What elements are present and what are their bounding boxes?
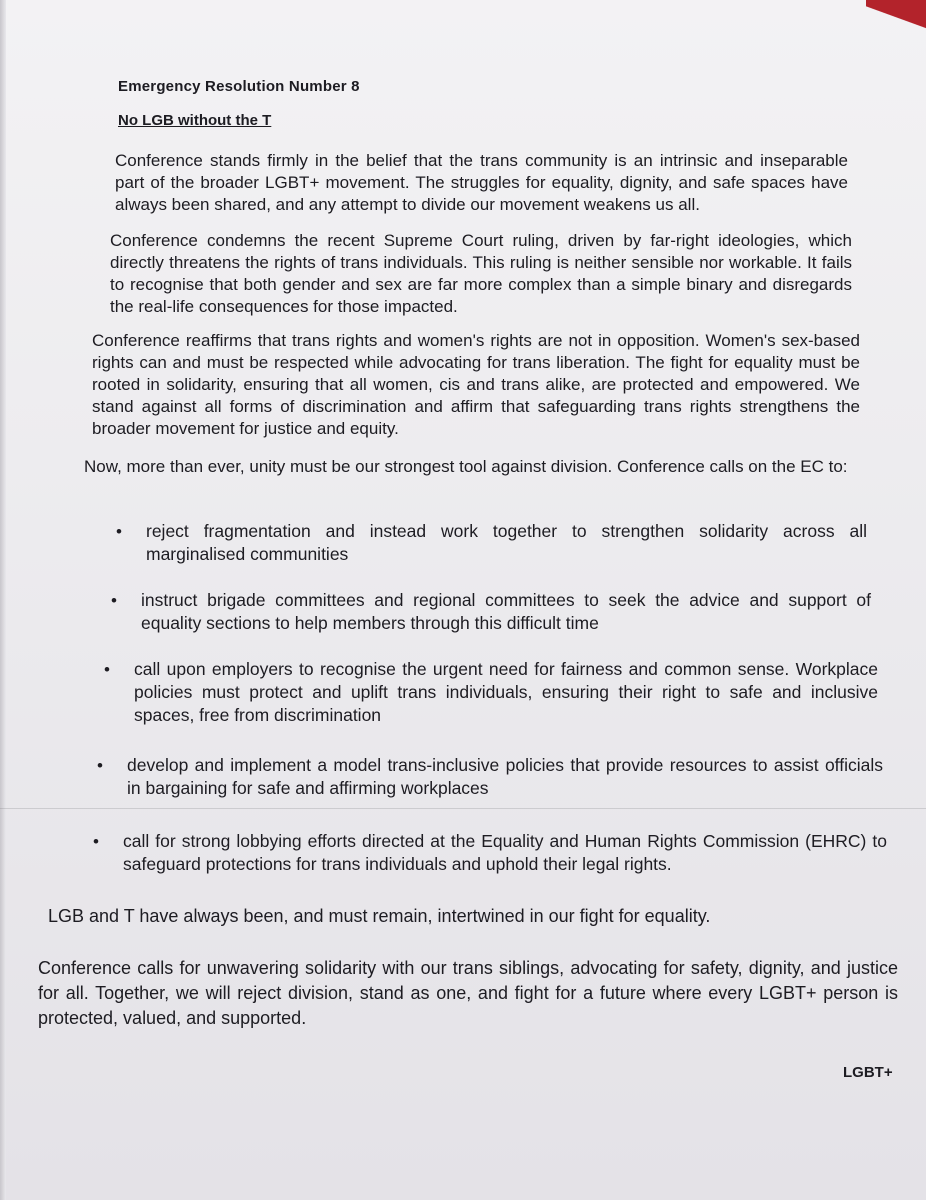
resolution-title: No LGB without the T bbox=[118, 112, 272, 129]
bullet-icon: • bbox=[93, 832, 99, 851]
resolution-heading: Emergency Resolution Number 8 bbox=[118, 78, 360, 95]
closing-line: LGB and T have always been, and must remain, intertwined in our fight for equality. bbox=[48, 906, 711, 926]
list-item-text: call for strong lobbying efforts directed at the Equality and Human Rights Commission (EHRC) to safeguard protections for trans individuals and uphold their legal rights. bbox=[123, 831, 887, 874]
list-item-text: develop and implement a model trans-inclusive policies that provide resources to assist officials in bargaining for safe and affirming workplaces bbox=[127, 755, 883, 798]
list-item-text: call upon employers to recognise the urgent need for fairness and common sense. Workplace policies must protect and uplift trans individuals, ensuring their right to safe and inclusive spaces, free from discrimination bbox=[134, 659, 878, 725]
paragraph-3: Conference reaffirms that trans rights and women's rights are not in opposition. Women's sex-based rights can and must be respected while advocating for trans liberation. The fight for equality must be rooted in solidarity, ensuring that all women, cis and trans alike, are protected and empowered. We stand against all forms of discrimination and affirm that safeguarding trans rights strengthens the broader movement for justice and equity. bbox=[92, 331, 860, 438]
list-item-text: reject fragmentation and instead work together to strengthen solidarity across all marginalised communities bbox=[146, 521, 867, 564]
closing-paragraph: Conference calls for unwavering solidarity with our trans siblings, advocating for safety, dignity, and justice for all. Together, we will reject division, stand as one, and fight for a future where every LGBT+ person is protected, valued, and supported. bbox=[38, 958, 898, 1028]
bullet-icon: • bbox=[104, 660, 110, 679]
list-item-text: instruct brigade committees and regional committees to seek the advice and support of equality sections to help members through this difficult time bbox=[141, 590, 871, 633]
list-item bbox=[111, 589, 871, 635]
paragraph-2: Conference condemns the recent Supreme Court ruling, driven by far-right ideologies, which directly threatens the rights of trans individuals. This ruling is neither sensible nor workable. It fails to recognise that both gender and sex are far more complex than a simple binary and disregards the real-life consequences for those impacted. bbox=[110, 231, 852, 316]
bullet-icon: • bbox=[116, 522, 122, 541]
list-item bbox=[116, 520, 867, 566]
bullet-icon: • bbox=[111, 591, 117, 610]
paragraph-1: Conference stands firmly in the belief that the trans community is an intrinsic and inseparable part of the broader LGBT+ movement. The struggles for equality, dignity, and safe spaces have always been shared, and any attempt to divide our movement weakens us all. bbox=[115, 151, 848, 214]
list-item bbox=[97, 754, 883, 800]
bullet-icon: • bbox=[97, 756, 103, 775]
list-item bbox=[93, 830, 887, 876]
submitter-signature: LGBT+ bbox=[843, 1064, 893, 1081]
paragraph-4: Now, more than ever, unity must be our strongest tool against division. Conference calls on the EC to: bbox=[84, 457, 848, 476]
list-item bbox=[104, 658, 878, 727]
